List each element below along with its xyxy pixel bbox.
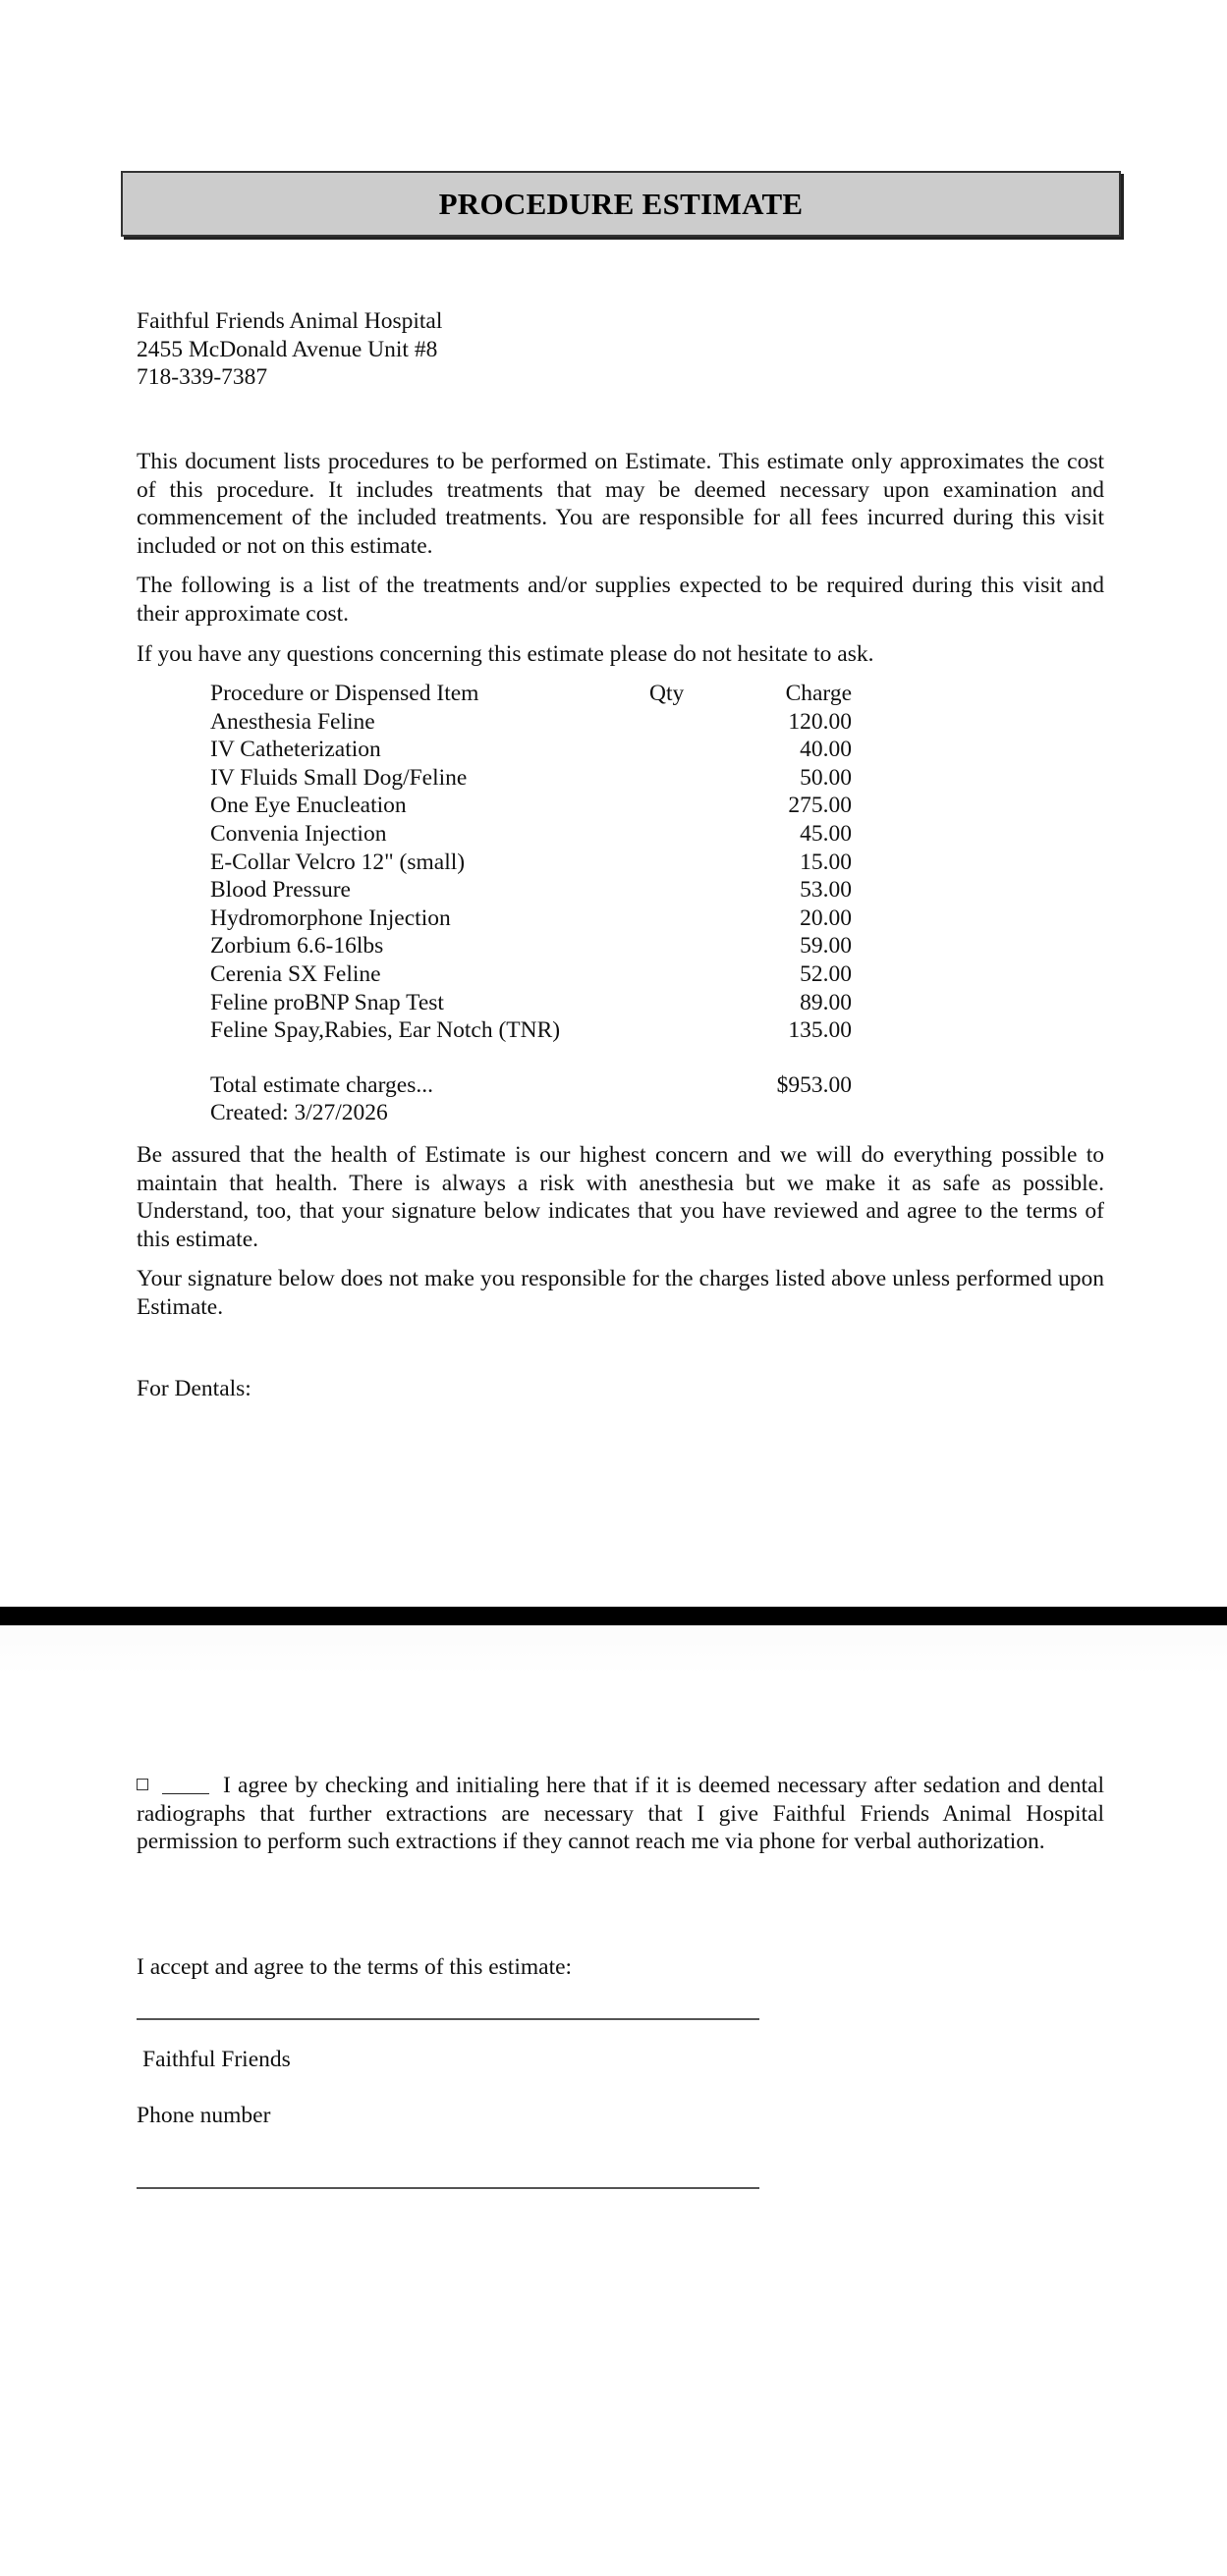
- table-header-row: [210, 680, 859, 708]
- item-qty: [649, 764, 767, 793]
- item-name: Feline Spay,Rabies, Ear Notch (TNR): [210, 1017, 561, 1044]
- item-qty: [649, 876, 767, 904]
- item-charge: 40.00: [800, 737, 852, 763]
- intro-paragraph-2: The following is a list of the treatments and/or supplies expected to be required during this visit and their approximate cost.: [137, 573, 1104, 627]
- item-qty: [649, 820, 767, 849]
- item-charge: 20.00: [800, 904, 852, 931]
- estimate-table: [210, 680, 859, 1127]
- table-row: [210, 960, 859, 989]
- table-row: [210, 1016, 859, 1045]
- terms-paragraph-1: Be assured that the health of Estimate is our highest concern and we will do everything possible to maintain that health. There is always a risk with anesthesia but we make it as safe as possible. Understand, too, that your signature below indicates that you have reviewed and agree to the terms of this estimate.: [137, 1142, 1104, 1252]
- dental-consent-text: I agree by checking and initialing here that if it is deemed necessary after sedation and dental radiographs that further extractions are necessary that I give Faithful Friends Animal Hospital permission to perform such extractions if they cannot reach me via phone for verbal authorization.: [137, 1773, 1104, 1854]
- table-row: [210, 989, 859, 1017]
- item-name: E-Collar Velcro 12" (small): [210, 849, 466, 875]
- clinic-address-block: [137, 307, 442, 392]
- created-row: [210, 1099, 859, 1127]
- phone-number-line[interactable]: [137, 2187, 759, 2189]
- owner-name: Faithful Friends: [142, 2047, 291, 2072]
- document-title-banner: [121, 171, 1121, 237]
- item-qty: [649, 849, 767, 877]
- signature-line[interactable]: [137, 2018, 759, 2020]
- dental-consent-checkbox[interactable]: [137, 1779, 148, 1790]
- item-name: Blood Pressure: [210, 877, 351, 904]
- terms-paragraph-2: Your signature below does not make you responsible for the charges listed above unless performed upon Estimate.: [137, 1266, 1104, 1320]
- table-row: [210, 764, 859, 793]
- table-row: [210, 849, 859, 877]
- column-header-qty: Qty: [649, 681, 685, 706]
- table-row: [210, 736, 859, 764]
- clinic-address: 2455 McDonald Avenue Unit #8: [137, 336, 438, 362]
- item-name: IV Fluids Small Dog/Feline: [210, 764, 468, 791]
- item-qty: [649, 736, 767, 764]
- item-name: Convenia Injection: [210, 820, 387, 847]
- table-row: [210, 876, 859, 904]
- item-charge: 45.00: [800, 820, 852, 847]
- document-title: PROCEDURE ESTIMATE: [438, 186, 804, 221]
- phone-number-label: Phone number: [137, 2103, 271, 2128]
- intro-paragraph-3: If you have any questions concerning this estimate please do not hesitate to ask.: [137, 641, 874, 667]
- accept-terms-label: I accept and agree to the terms of this estimate:: [137, 1954, 573, 1980]
- item-charge: 15.00: [800, 849, 852, 875]
- item-name: Anesthesia Feline: [210, 708, 375, 735]
- item-qty: [649, 708, 767, 737]
- item-qty: [649, 792, 767, 820]
- dentals-label: For Dentals:: [137, 1376, 251, 1401]
- total-label: Total estimate charges...: [210, 1071, 433, 1098]
- item-qty: [649, 960, 767, 989]
- item-name: Cerenia SX Feline: [210, 960, 381, 987]
- item-qty: [649, 989, 767, 1017]
- clinic-phone: 718-339-7387: [137, 364, 268, 390]
- table-row: [210, 708, 859, 737]
- item-charge: 52.00: [800, 960, 852, 987]
- item-qty: [649, 932, 767, 960]
- item-name: One Eye Enucleation: [210, 793, 407, 819]
- dental-consent-initials-field[interactable]: [162, 1774, 209, 1794]
- table-row: [210, 820, 859, 849]
- total-row: [210, 1071, 859, 1100]
- item-charge: 120.00: [788, 708, 852, 735]
- intro-paragraph-1: This document lists procedures to be performed on Estimate. This estimate only approximates the cost of this procedure. It includes treatments that may be deemed necessary upon examination and commencement of the included treatments. You are responsible for all fees incurred during this visit included or not on this estimate.: [137, 449, 1104, 559]
- column-header-charge: Charge: [785, 681, 852, 706]
- item-charge: 59.00: [800, 933, 852, 959]
- item-charge: 50.00: [800, 764, 852, 791]
- item-name: Zorbium 6.6-16lbs: [210, 933, 384, 959]
- dental-consent-paragraph: [137, 1772, 1104, 1856]
- item-charge: 275.00: [788, 793, 852, 819]
- item-name: Hydromorphone Injection: [210, 904, 451, 931]
- table-row: [210, 932, 859, 960]
- item-qty: [649, 1016, 767, 1045]
- item-name: Feline proBNP Snap Test: [210, 989, 444, 1015]
- page-separator-shadow: [0, 1625, 1227, 1674]
- created-date: Created: 3/27/2026: [210, 1100, 388, 1126]
- item-charge: 135.00: [788, 1017, 852, 1044]
- column-header-item: Procedure or Dispensed Item: [210, 681, 479, 706]
- item-name: IV Catheterization: [210, 737, 381, 763]
- item-qty: [649, 904, 767, 933]
- clinic-name: Faithful Friends Animal Hospital: [137, 308, 443, 334]
- total-value: $953.00: [776, 1071, 852, 1098]
- table-row: [210, 904, 859, 933]
- item-charge: 89.00: [800, 989, 852, 1015]
- page-separator: [0, 1607, 1227, 1625]
- table-row: [210, 792, 859, 820]
- item-charge: 53.00: [800, 877, 852, 904]
